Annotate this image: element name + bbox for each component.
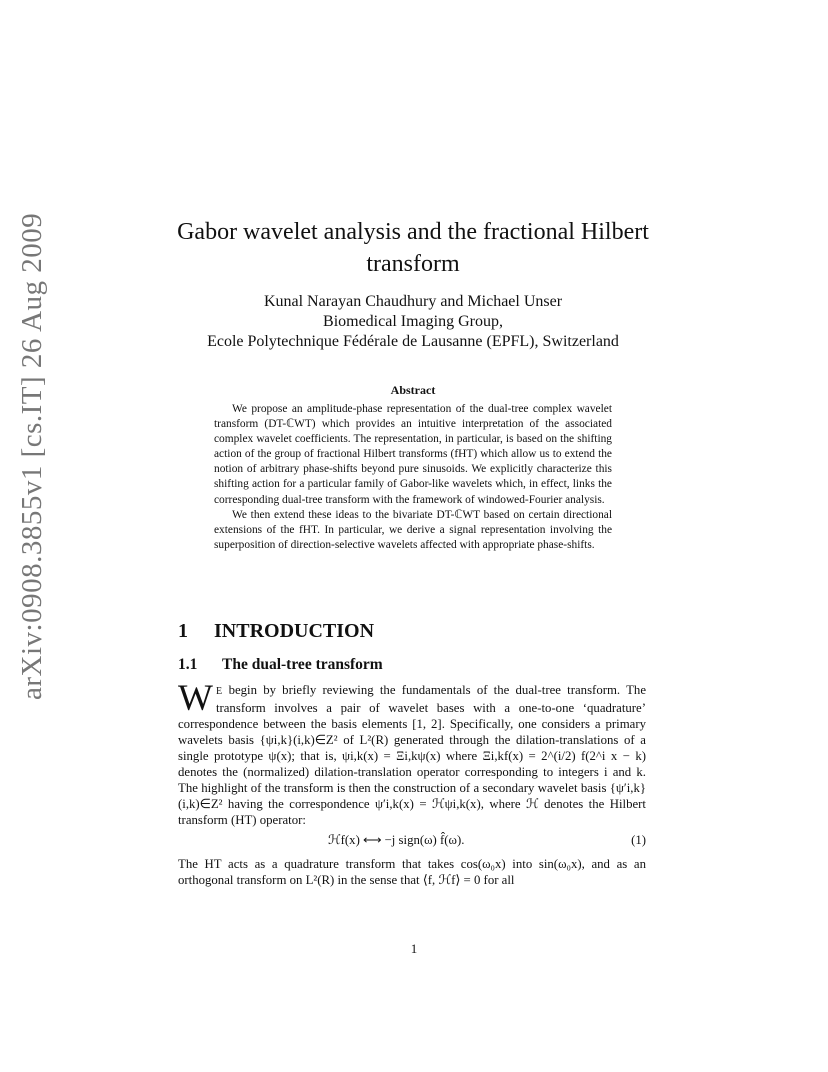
body-text [178, 678, 646, 888]
equation-number: (1) [631, 833, 646, 847]
body-paragraph-1 [178, 678, 646, 828]
paper-title [150, 216, 676, 280]
affiliation-group: Biomedical Imaging Group, [323, 313, 503, 330]
body-paragraph-2: The HT acts as a quadrature transform that takes cos(ω₀x) into sin(ω₀x), and as an orthogonal transform on L²(R) in the sense that ⟨f, ℋf⟩ = 0 for all [178, 857, 646, 887]
equation: ℋf(x) ⟷ −j sign(ω) f̂(ω). [328, 833, 465, 847]
affiliation-institution: Ecole Polytechnique Fédérale de Lausanne (EPFL), Switzerland [207, 333, 619, 350]
equation-row [178, 832, 646, 852]
author-names: Kunal Narayan Chaudhury and Michael Unser [263, 293, 563, 310]
section-heading [178, 620, 374, 643]
page-number: 1 [410, 941, 418, 956]
abstract-body [214, 402, 612, 553]
abstract-heading: Abstract [390, 383, 436, 397]
paragraph-1-text: begin by briefly reviewing the fundamentals of the dual-tree transform. The transform involves a pair of wavelet bases with a one-to-one ‘quadrature’ correspondence between the basis elements [1, 2]. Specifically, one considers a primary wavelets basis {ψi,k}(i,k)∈Z² of L²(R) generated through the dilation-translations of a single prototype ψ(x); that is, ψi,k(x) = Ξi,kψ(x) where Ξi,kf(x) = 2^(i/2) f(2^i x − k) denotes the (normalized) dilation-translation operator corresponding to integers i and k. The highlight of the transform is then the construction of a secondary wavelet basis {ψ′i,k}(i,k)∈Z² having the correspondence ψ′i,k(x) = ℋψi,k(x), where ℋ denotes the Hilbert transform (HT) operator: [178, 683, 646, 827]
title-line-2: transform [366, 251, 460, 277]
section-number: 1 [178, 620, 188, 642]
subsection-title: The dual-tree transform [222, 656, 383, 673]
section-title: INTRODUCTION [214, 620, 375, 642]
subsection-number: 1.1 [178, 656, 198, 673]
abstract-paragraph-2: We then extend these ideas to the bivariate DT-ℂWT based on certain directional extensions of the fHT. In particular, we derive a signal representation involving the superposition of direction-selective wavelets affected with appropriate phase-shifts. [214, 508, 612, 551]
arxiv-identifier-stamp: arXiv:0908.3855v1 [cs.IT] 26 Aug 2009 [16, 212, 48, 700]
abstract-paragraph-1: We propose an amplitude-phase representation of the dual-tree complex wavelet transform (DT-ℂWT) which provides an intuitive interpretation of the associated complex wavelet coefficients. The representation, in particular, is based on the shifting action of the group of fractional Hilbert transforms (fHT) which allow us to extend the notion of arbitrary phase-shifts beyond pure sinusoids. We explicitly characterize this shifting action for a particular family of Gabor-like wavelets which, in effect, links the corresponding dual-tree transform with the framework of windowed-Fourier analysis. [214, 403, 612, 506]
subsection-heading [178, 656, 383, 674]
drop-cap-rest: E [215, 686, 223, 697]
author-block [150, 292, 676, 352]
drop-cap: W [178, 678, 213, 719]
title-line-1: Gabor wavelet analysis and the fractional Hilbert [177, 219, 649, 245]
